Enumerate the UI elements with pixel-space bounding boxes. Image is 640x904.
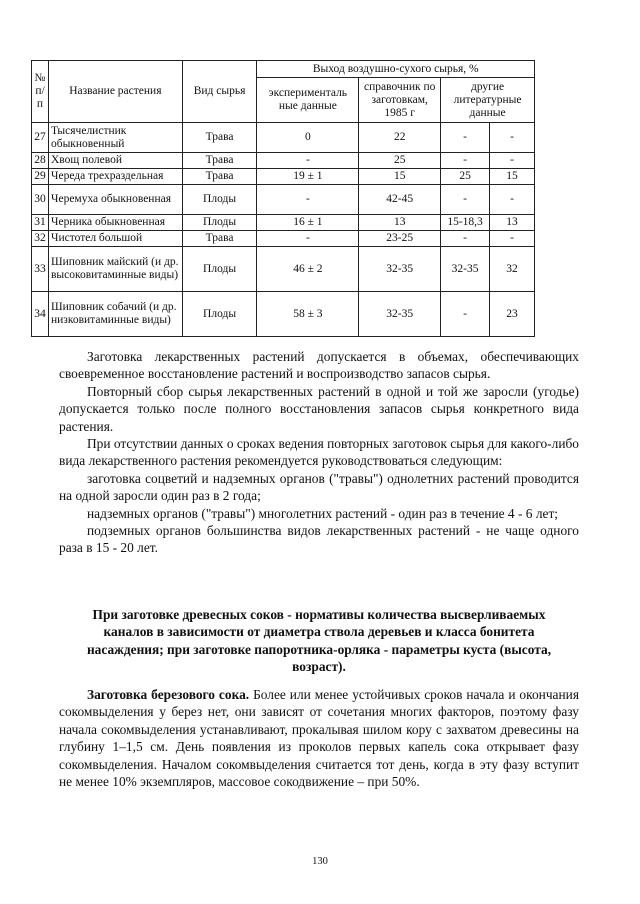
row-kind: Трава (182, 231, 257, 247)
table-row (32, 153, 535, 169)
row-exp: 19 ± 1 (257, 169, 359, 185)
row-num: 33 (32, 247, 49, 292)
row-other-1: 15-18,3 (441, 215, 490, 231)
heading-line: насаждения; при заготовке папоротника-орляка - параметры куста (высота, (86, 641, 552, 657)
paragraph: заготовка соцветий и надземных органов ("травы") однолетних растений проводится на одной заросли один раз в 2 года; (59, 470, 579, 504)
table-row (32, 231, 535, 247)
table-row (32, 123, 535, 153)
row-kind: Трава (182, 153, 257, 169)
row-other-1: - (441, 231, 490, 247)
row-kind: Плоды (182, 247, 257, 292)
page-number: 130 (312, 856, 328, 867)
row-name: Тысячелистник обыкновенный (48, 123, 182, 153)
row-other-1: 32-35 (441, 247, 490, 292)
birch-sap-title: Заготовка березового сока. (87, 687, 250, 702)
row-name: Хвощ полевой (48, 153, 182, 169)
row-exp: 58 ± 3 (257, 292, 359, 337)
row-name: Черника обыкновенная (48, 215, 182, 231)
yield-table (31, 60, 535, 337)
row-other-2: 32 (490, 247, 535, 292)
row-name: Шиповник собачий (и др. низковитаминные виды) (48, 292, 182, 337)
heading-line: возраст). (292, 659, 346, 675)
row-ref: 32-35 (359, 292, 441, 337)
heading-line: каналов в зависимости от диаметра ствола деревьев и класса бонитета (103, 624, 535, 640)
header-reference: справочник по заготовкам, 1985 г (359, 78, 441, 123)
header-name: Название растения (48, 61, 182, 123)
row-ref: 32-35 (359, 247, 441, 292)
row-other-1: - (441, 123, 490, 153)
row-ref: 13 (359, 215, 441, 231)
row-other-2: 13 (490, 215, 535, 231)
header-yield-group: Выход воздушно-сухого сырья, % (257, 61, 535, 78)
row-exp: - (257, 231, 359, 247)
row-kind: Трава (182, 169, 257, 185)
row-num: 32 (32, 231, 49, 247)
row-name: Черемуха обыкновенная (48, 185, 182, 215)
heading-line: При заготовке древесных соков - нормативы количества высверливаемых (92, 607, 546, 622)
paragraph: надземных органов ("травы") многолетних растений - один раз в течение 4 - 6 лет; (87, 505, 559, 521)
paragraph: При отсутствии данных о сроках ведения повторных заготовок сырья для какого-либо вида лекарственного растения рекомендуется руководствоваться следующим: (59, 436, 579, 469)
row-kind: Плоды (182, 215, 257, 231)
row-other-2: - (490, 231, 535, 247)
table-row (32, 215, 535, 231)
birch-sap-text: Более или менее устойчивых сроков начала и окончания сокомвыделения у берез нет, они зависят от сочетания многих факторов, поэтому фазу начала сокомвыделения устанавливают, прокалывая шилом кору с захватом древесины на глубину 1–1,5 см. День появления из проколов первых капель сока открывает фазу сокомвыделения. Началом сокомвыделения считается тот день, когда в эту фазу вступит не менее 10% экземпляров, массовое сокодвижение – при 50%. (59, 687, 579, 790)
row-other-2: - (490, 185, 535, 215)
birch-sap-paragraph (59, 686, 579, 790)
row-other-1: - (441, 153, 490, 169)
row-name: Череда трехраздельная (48, 169, 182, 185)
header-other-literature: другие литературные данные (441, 78, 535, 123)
row-ref: 15 (359, 169, 441, 185)
row-exp: - (257, 153, 359, 169)
row-other-2: - (490, 123, 535, 153)
row-other-1: - (441, 185, 490, 215)
row-num: 28 (32, 153, 49, 169)
row-kind: Плоды (182, 292, 257, 337)
header-num: № п/п (32, 61, 49, 123)
row-exp: 16 ± 1 (257, 215, 359, 231)
row-num: 34 (32, 292, 49, 337)
row-ref: 22 (359, 123, 441, 153)
row-num: 30 (32, 185, 49, 215)
row-other-1: - (441, 292, 490, 337)
paragraph: Заготовка лекарственных растений допускается в объемах, обеспечивающих своевременное восстановление растений и воспроизводство запасов сырья. (59, 349, 579, 382)
row-kind: Трава (182, 123, 257, 153)
row-ref: 42-45 (359, 185, 441, 215)
row-other-2: 23 (490, 292, 535, 337)
paragraph: подземных органов большинства видов лекарственных растений - не чаще одного раза в 15 - 20 лет. (59, 523, 579, 556)
section-heading (59, 606, 579, 676)
row-name: Шиповник майский (и др. высоковитаминные виды) (48, 247, 182, 292)
row-num: 29 (32, 169, 49, 185)
row-other-2: 15 (490, 169, 535, 185)
table-row (32, 247, 535, 292)
row-other-1: 25 (441, 169, 490, 185)
table-row (32, 292, 535, 337)
row-name: Чистотел большой (48, 231, 182, 247)
row-ref: 23-25 (359, 231, 441, 247)
row-kind: Плоды (182, 185, 257, 215)
row-ref: 25 (359, 153, 441, 169)
row-exp: - (257, 185, 359, 215)
row-other-2: - (490, 153, 535, 169)
body-text (59, 348, 579, 557)
header-kind: Вид сырья (182, 61, 257, 123)
row-exp: 46 ± 2 (257, 247, 359, 292)
table-row (32, 185, 535, 215)
header-experimental: эксперименталь ные данные (257, 78, 359, 123)
row-exp: 0 (257, 123, 359, 153)
row-num: 31 (32, 215, 49, 231)
paragraph: Повторный сбор сырья лекарственных растений в одной и той же заросли (угодье) допускается только после полного восстановления запасов сырья конкретного вида растения. (59, 383, 579, 434)
table-row (32, 169, 535, 185)
row-num: 27 (32, 123, 49, 153)
